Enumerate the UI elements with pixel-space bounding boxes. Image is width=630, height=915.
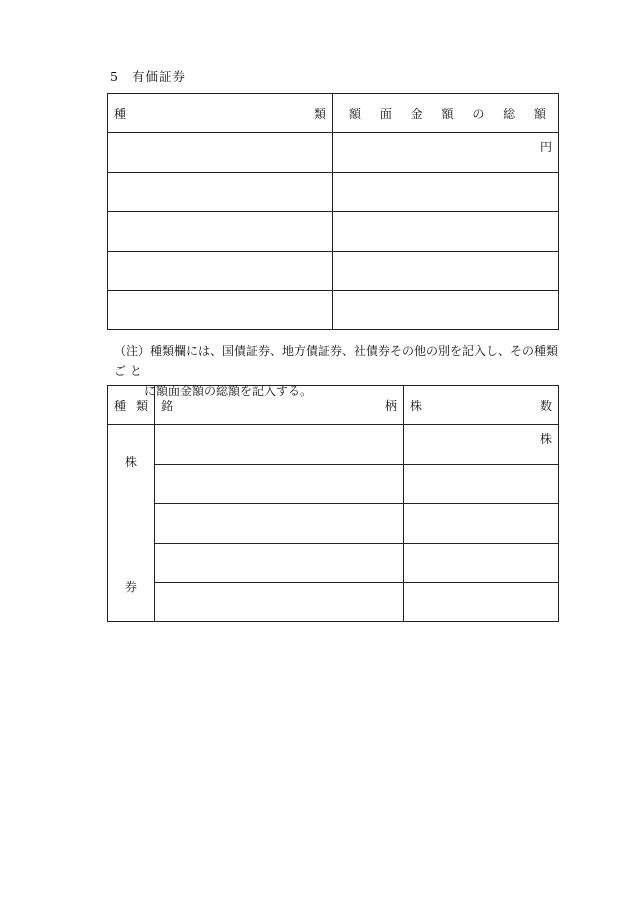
header-share-count: 株 数 [404,386,559,425]
shares-input-cell[interactable] [404,425,559,464]
table-header-row [108,94,559,133]
table-row [108,290,559,329]
issue-input-cell[interactable] [155,464,404,503]
table-row [108,212,559,251]
amount-input-cell[interactable] [333,133,559,172]
table-row [108,582,559,621]
table-row [108,172,559,211]
shares-input-cell[interactable] [404,543,559,582]
section-title-text: 有価証券 [132,69,187,84]
shares-unit-label: 株 [539,432,552,447]
kind-top-char: 株 [124,455,137,470]
table-row [108,133,559,172]
shares-input-cell[interactable] [404,582,559,621]
section-number: 5 [110,69,119,84]
table-row [108,425,559,464]
issue-input-cell[interactable] [155,543,404,582]
amount-input-cell[interactable] [333,212,559,251]
table-row [108,543,559,582]
shares-input-cell[interactable] [404,464,559,503]
stock-table [107,385,559,622]
header-kind: 種 類 [108,386,155,425]
yen-unit-label: 円 [539,140,552,155]
kind-input-cell[interactable] [108,172,333,211]
table-row [108,251,559,290]
kind-input-cell[interactable] [108,290,333,329]
table-row [108,464,559,503]
issue-input-cell[interactable] [155,582,404,621]
note-line-1: （注）種類欄には、国債証券、地方債証券、社債券その他の別を記入し、その種類ご と [114,344,559,378]
kind-bottom-char: 券 [124,580,137,595]
note-line-2: に額面金額の総額を記入する。 [144,384,313,398]
header-face-value-total: 額 面 金 額 の 総 額 [333,94,559,133]
issue-input-cell[interactable] [155,425,404,464]
amount-input-cell[interactable] [333,172,559,211]
table-header-row [108,386,559,425]
kind-input-cell[interactable] [108,133,333,172]
securities-face-value-table [107,93,559,330]
kind-input-cell[interactable] [108,212,333,251]
header-kind: 種 類 [108,94,333,133]
kind-stock-cell [108,425,155,622]
amount-input-cell[interactable] [333,251,559,290]
header-issue-name: 銘 柄 [155,386,404,425]
amount-input-cell[interactable] [333,290,559,329]
kind-input-cell[interactable] [108,251,333,290]
section-title [110,67,186,85]
shares-input-cell[interactable] [404,504,559,543]
issue-input-cell[interactable] [155,504,404,543]
table-row [108,504,559,543]
